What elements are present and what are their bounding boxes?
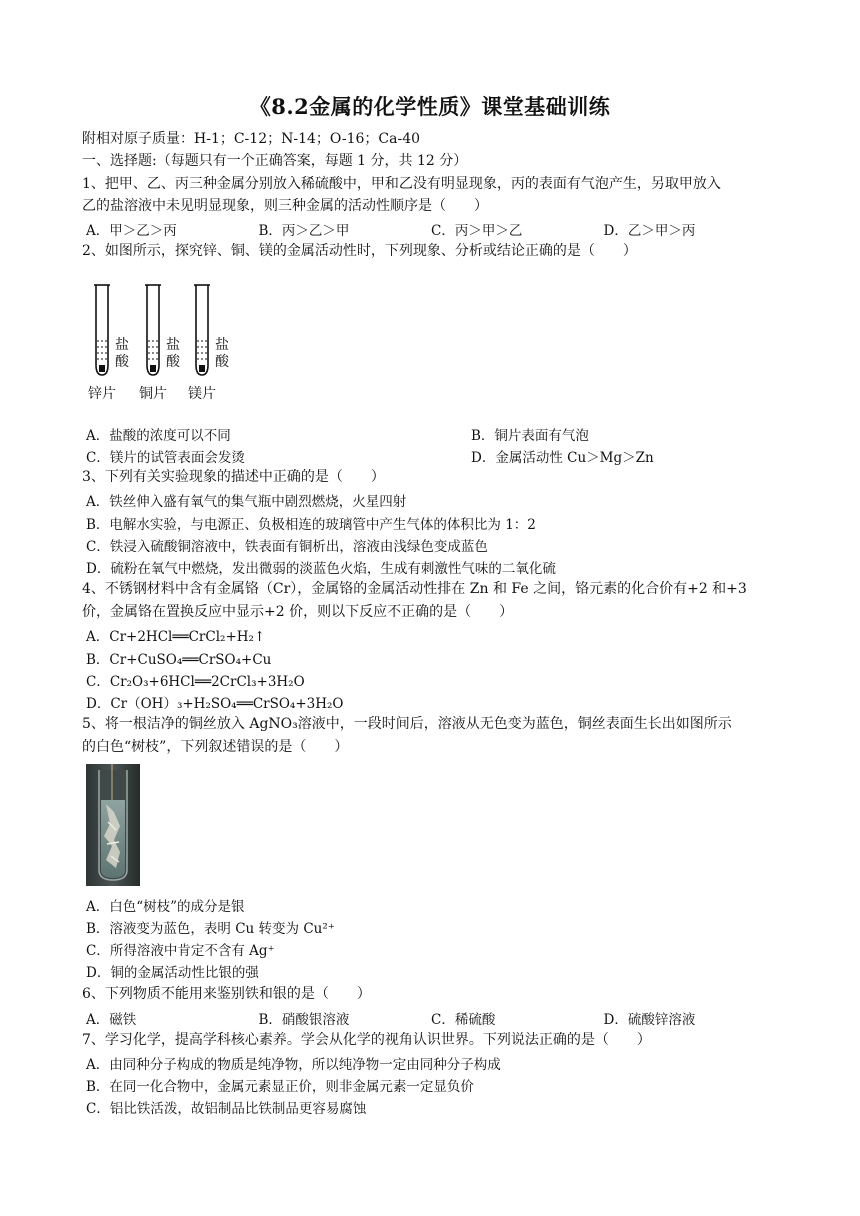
q2-stem: 2、如图所示，探究锌、铜、镁的金属活动性时，下列现象、分析或结论正确的是（ ） bbox=[82, 243, 637, 259]
q3-option-b: B．电解水实验，与电源正、负极相连的玻璃管中产生气体的体积比为 1：2 bbox=[86, 517, 536, 533]
metal-label-magnesium: 镁片 bbox=[188, 386, 216, 402]
q1-option-a: A．甲＞乙＞丙 bbox=[86, 223, 177, 239]
q1-stem-line2: 乙的盐溶液中未见明显现象，则三种金属的活动性顺序是（ ） bbox=[82, 198, 488, 214]
q4-option-a: A．Cr+2HCl══CrCl₂+H₂↑ bbox=[86, 629, 266, 645]
acid-label-3: 盐酸 bbox=[215, 337, 229, 370]
q4-option-c: C．Cr₂O₃+6HCl══2CrCl₃+3H₂O bbox=[86, 674, 305, 690]
q3-stem: 3、下列有关实验现象的描述中正确的是（ ） bbox=[82, 469, 385, 485]
atomic-mass-note: 附相对原子质量：H-1；C-12；N-14；O-16；Ca-40 bbox=[82, 131, 421, 147]
q6-option-d: D．硫酸锌溶液 bbox=[603, 1012, 696, 1028]
q5-option-a: A．白色“树枝”的成分是银 bbox=[86, 899, 245, 915]
acid-label-2: 盐酸 bbox=[166, 337, 180, 370]
q5-stem-line2: 的白色“树枝”，下列叙述错误的是（ ） bbox=[82, 739, 349, 755]
q6-option-b: B．硝酸银溶液 bbox=[258, 1012, 350, 1028]
q5-option-d: D．铜的金属活动性比银的强 bbox=[86, 965, 259, 981]
q2-option-c: C．镁片的试管表面会发烫 bbox=[86, 450, 245, 466]
q7-option-c: C．铝比铁活泼，故铝制品比铁制品更容易腐蚀 bbox=[86, 1101, 367, 1117]
q1-option-d: D．乙＞甲＞丙 bbox=[603, 223, 696, 239]
q6-option-c: C．稀硫酸 bbox=[431, 1012, 496, 1028]
q2-options-row1 bbox=[86, 424, 776, 444]
q7-option-a: A．由同种分子构成的物质是纯净物，所以纯净物一定由同种分子构成 bbox=[86, 1057, 501, 1073]
q2-option-d: D．金属活动性 Cu＞Mg＞Zn bbox=[471, 450, 654, 466]
q4-stem-line1: 4、不锈钢材料中含有金属铬（Cr），金属铬的金属活动性排在 Zn 和 Fe 之间，铬元素的化合价有+2 和+3 bbox=[82, 581, 747, 597]
q6-options bbox=[86, 1008, 776, 1028]
q5-option-c: C．所得溶液中肯定不含有 Ag⁺ bbox=[86, 943, 275, 959]
q3-option-d: D．硫粉在氧气中燃烧，发出微弱的淡蓝色火焰，生成有刺激性气味的二氧化硫 bbox=[86, 561, 556, 577]
q2-option-a: A．盐酸的浓度可以不同 bbox=[86, 428, 231, 444]
test-tube-zinc bbox=[94, 285, 110, 375]
q3-option-c: C．铁浸入硫酸铜溶液中，铁表面有铜析出，溶液由浅绿色变成蓝色 bbox=[86, 539, 488, 555]
q1-options bbox=[86, 219, 776, 239]
test-tube-magnesium bbox=[194, 285, 210, 375]
q4-stem-line2: 价，金属铬在置换反应中显示+2 价，则以下反应不正确的是（ ） bbox=[82, 604, 514, 620]
q5-stem-line1: 5、将一根洁净的铜丝放入 AgNO₃溶液中，一段时间后，溶液从无色变为蓝色，铜丝表面生长出如图所示 bbox=[82, 716, 732, 732]
test-tube-copper bbox=[145, 285, 161, 375]
q1-option-b: B．丙＞乙＞甲 bbox=[258, 223, 350, 239]
q2-options-row2 bbox=[86, 446, 776, 466]
q6-stem: 6、下列物质不能用来鉴别铁和银的是（ ） bbox=[82, 986, 371, 1002]
q1-stem-line1: 1、把甲、乙、丙三种金属分别放入稀硫酸中，甲和乙没有明显现象，丙的表面有气泡产生，另取甲放入 bbox=[82, 176, 721, 192]
q3-option-a: A．铁丝伸入盛有氧气的集气瓶中剧烈燃烧，火星四射 bbox=[86, 494, 407, 510]
q7-stem: 7、学习化学，提高学科核心素养。学会从化学的视角认识世界。下列说法正确的是（ ） bbox=[82, 1032, 651, 1048]
q7-option-b: B．在同一化合物中，金属元素显正价，则非金属元素一定显负价 bbox=[86, 1079, 474, 1095]
q6-option-a: A．磁铁 bbox=[86, 1012, 137, 1028]
q5-option-b: B．溶液变为蓝色，表明 Cu 转变为 Cu²⁺ bbox=[86, 921, 335, 937]
silver-tree-image bbox=[86, 764, 140, 886]
page-title: 《8.2金属的化学性质》课堂基础训练 bbox=[249, 94, 611, 119]
copper-wire-photo bbox=[86, 764, 140, 886]
q4-option-d: D．Cr（OH）₃+H₂SO₄══CrSO₄+3H₂O bbox=[86, 696, 344, 712]
q4-option-b: B．Cr+CuSO₄══CrSO₄+Cu bbox=[86, 652, 272, 668]
q1-option-c: C．丙＞甲＞乙 bbox=[431, 223, 523, 239]
q2-option-b: B．铜片表面有气泡 bbox=[471, 428, 589, 444]
metal-label-copper: 铜片 bbox=[139, 386, 167, 402]
test-tubes-figure bbox=[86, 283, 246, 403]
acid-label-1: 盐酸 bbox=[115, 337, 129, 370]
section-heading: 一、选择题:（每题只有一个正确答案，每题 1 分，共 12 分） bbox=[82, 153, 468, 169]
metal-label-zinc: 锌片 bbox=[88, 386, 116, 402]
